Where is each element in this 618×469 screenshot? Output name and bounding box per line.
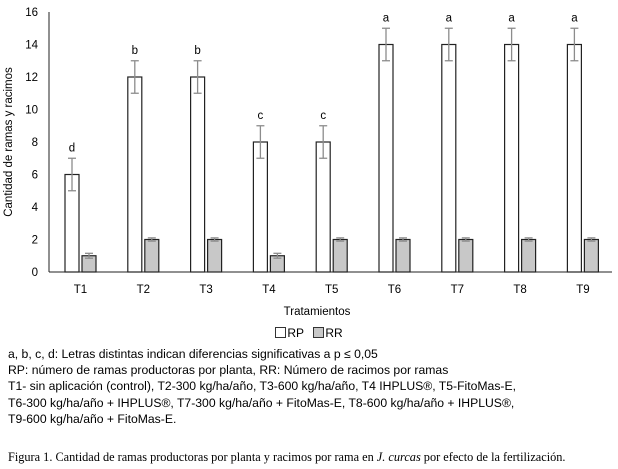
bar-group-t2 (128, 45, 159, 272)
legend-label-rp: RP (287, 326, 304, 340)
x-tick-label: T3 (199, 284, 213, 296)
y-axis-tick-labels (25, 7, 38, 279)
bar-group-t3 (191, 45, 222, 272)
legend-swatch-rp (275, 327, 286, 338)
bar-rp (316, 142, 330, 272)
significance-letter: c (320, 109, 327, 122)
caption-suffix: por efecto de la fertilización. (420, 450, 566, 464)
significance-letter: a (508, 12, 515, 25)
x-axis-tick-labels (74, 284, 590, 296)
bar-rp (191, 77, 205, 272)
y-tick-label: 12 (25, 72, 38, 84)
caption-species: J. curcas (376, 450, 421, 464)
y-axis-label: Cantidad de ramas y racimos (3, 67, 15, 217)
figure-caption (8, 450, 566, 465)
x-tick-label: T5 (324, 284, 339, 296)
y-tick-label: 14 (25, 39, 38, 52)
legend-swatch-rr (313, 327, 324, 338)
significance-letter: a (571, 12, 578, 25)
x-tick-label: T4 (262, 284, 276, 296)
chart-notes (8, 346, 516, 427)
bar-rp (379, 45, 393, 273)
legend-item-rr (313, 326, 342, 340)
note-abbreviations: RP: número de ramas productoras por planta, RR: Número de racimos por ramas (8, 363, 449, 378)
y-tick-label: 10 (25, 104, 38, 117)
bar-rr (333, 240, 347, 273)
note-significance: a, b, c, d: Letras distintas indican diferencias significativas a p ≤ 0,05 (8, 347, 378, 361)
bar-rr (459, 240, 473, 273)
significance-letter: b (131, 44, 139, 57)
bar-rr (584, 240, 598, 273)
y-tick-label: 0 (31, 267, 38, 279)
x-tick-label: T7 (450, 284, 465, 296)
x-tick-label: T2 (136, 284, 151, 296)
bar-rr (522, 240, 536, 273)
bar-rr (396, 240, 410, 273)
bar-rr (145, 240, 159, 273)
bar-rp (505, 45, 519, 273)
caption-prefix: Figura 1. Cantidad de ramas productoras por planta y racimos por rama en (8, 450, 377, 464)
y-tick-label: 8 (31, 137, 38, 149)
bar-group-t6 (379, 12, 410, 272)
y-tick-label: 2 (31, 234, 38, 247)
bar-group-t8 (505, 12, 536, 272)
y-tick-label: 6 (31, 169, 38, 182)
x-tick-label: T9 (576, 284, 590, 296)
y-tick-label: 16 (25, 7, 38, 19)
bar-rr (208, 240, 222, 273)
significance-letter: a (382, 12, 390, 25)
bar-rp (253, 142, 267, 272)
x-axis-label: Tratamientos (283, 306, 351, 318)
bar-rp (442, 45, 456, 273)
bar-group-t4 (253, 110, 284, 272)
bar-group-t9 (567, 12, 598, 272)
note-treatments-2: T6-300 kg/ha/año + IHPLUS®, T7-300 kg/ha/año + FitoMas-E, T8-600 kg/ha/año + IHPLUS®, (8, 395, 515, 410)
legend-item-rp (275, 326, 304, 340)
significance-letter: a (445, 12, 453, 25)
note-treatments-1: T1- sin aplicación (control), T2-300 kg/ha/año, T3-600 kg/ha/año, T4 IHPLUS®, T5-FitoMas-E, (8, 379, 517, 394)
significance-letter: d (68, 142, 76, 155)
x-tick-label: T6 (387, 284, 402, 296)
bar-group-t7 (442, 12, 473, 272)
bars (65, 12, 598, 272)
note-treatments-3: T9-600 kg/ha/año + FitoMas-E. (8, 411, 177, 426)
bar-group-t1 (65, 142, 96, 272)
bar-group-t5 (316, 110, 347, 272)
x-tick-label: T8 (513, 284, 527, 296)
significance-letter: c (257, 109, 264, 122)
bar-rp (567, 45, 581, 273)
bar-rp (128, 77, 142, 272)
chart-legend (0, 326, 618, 340)
x-tick-label: T1 (73, 284, 88, 296)
significance-letter: b (194, 44, 201, 57)
legend-label-rr: RR (325, 326, 343, 340)
y-tick-label: 4 (31, 202, 38, 214)
